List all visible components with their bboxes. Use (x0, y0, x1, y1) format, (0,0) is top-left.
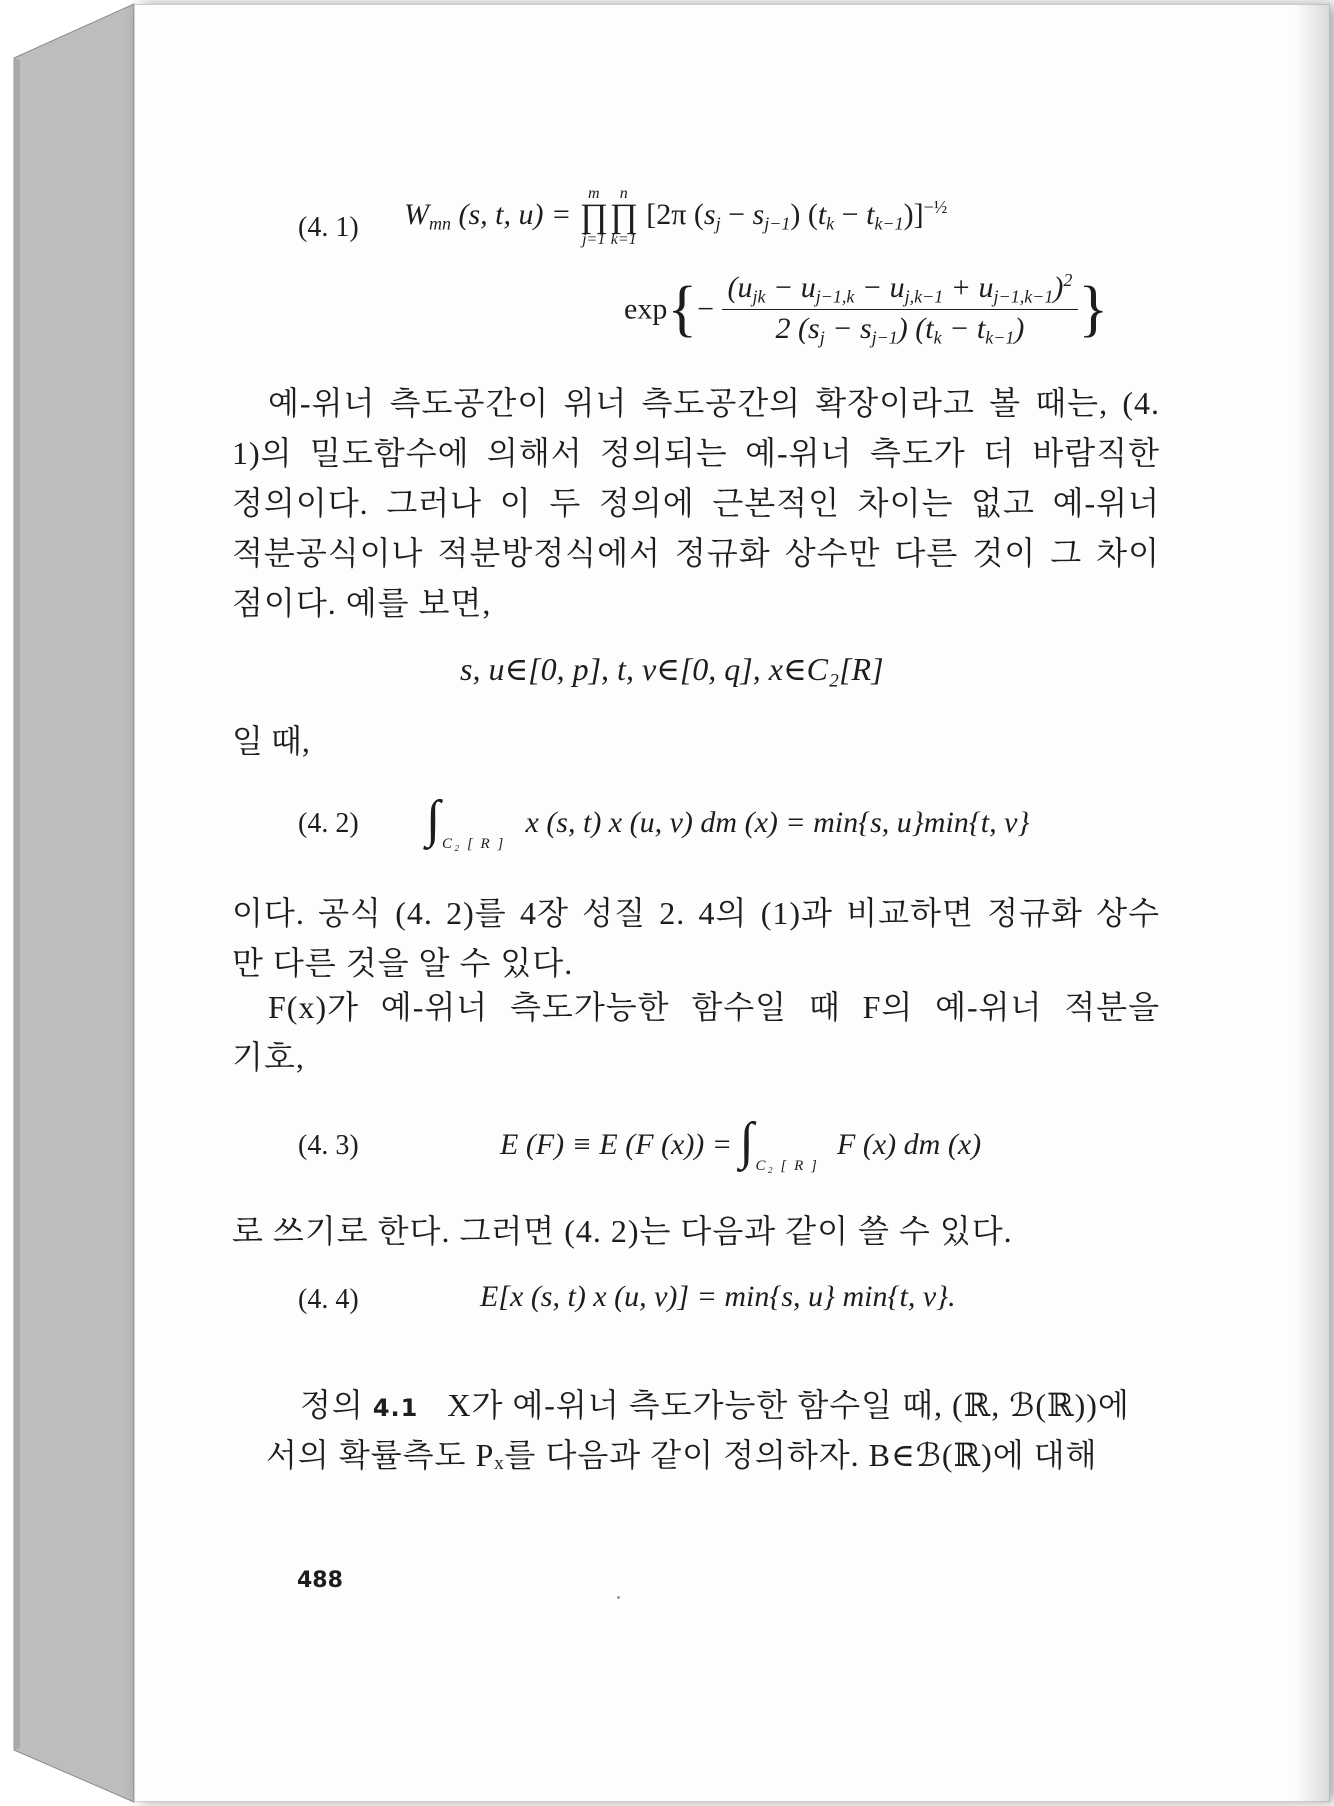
paragraph-1-line: 1)의 밀도함수에 의해서 정의되는 예-위너 측도가 더 바람직한 (232, 435, 1160, 471)
equation-label-4-1: (4. 1) (298, 212, 359, 243)
speck (617, 1596, 620, 1599)
definition-line-2: 서의 확률측도 Pₓ를 다음과 같이 정의하자. B∈ℬ(ℝ)에 대해 (266, 1437, 1098, 1473)
equation-label-4-4: (4. 4) (298, 1284, 359, 1315)
eq-4-1-lhs-args: (s, t, u) = (458, 197, 572, 231)
paragraph-2-line: 만 다른 것을 알 수 있다. (232, 945, 574, 981)
equation-4-1-line-1: Wmn (s, t, u) = m ∏ j=1 n ∏ k=1 [2π (sj − sj−1) (tk − tk−1)]$^{-\frac{1}{2}}$ (404, 185, 948, 248)
paragraph-1-line: 점이다. 예를 보면, (232, 585, 492, 621)
paragraph-1-line: 적분공식이나 적분방정식에서 정규화 상수만 다른 것이 그 차이 (232, 535, 1160, 571)
product-k-top: n (619, 185, 628, 202)
domain-line: s, u∈[0, p], t, v∈[0, q], x∈C₂[R] (460, 651, 884, 687)
eq-4-3-rhs: F (x) dm (x) (837, 1128, 982, 1161)
eq-4-1-lhs: W (404, 197, 429, 231)
equation-4-2: ∫ C₂ [ R ] x (s, t) x (u, v) dm (x) = min{s, u}min{t, v} (426, 791, 1030, 852)
integral-domain: C₂ [ R ] (442, 836, 506, 852)
exp-word: exp (624, 292, 668, 326)
paragraph-1-line: 예-위너 측도공간이 위너 측도공간의 확장이라고 볼 때는, (4. (268, 385, 1160, 421)
eq-4-2-body: x (s, t) x (u, v) dm (x) = min{s, u}min{t, v} (525, 806, 1030, 839)
page-number: 488 (297, 1568, 343, 1593)
paragraph-3 (232, 982, 1160, 1082)
paragraph-3-line: 기호, (232, 1039, 305, 1075)
equation-4-3: E (F) ≡ E (F (x)) = ∫ C₂ [ R ] F (x) dm (x) (500, 1113, 982, 1174)
product-k: n ∏ k=1 (609, 185, 638, 248)
definition-text: X가 예-위너 측도가능한 함수일 때, (ℝ, ℬ(ℝ))에 (447, 1387, 1130, 1423)
when-text: 일 때, (232, 723, 310, 759)
definition-number: 4.1 (372, 1394, 419, 1422)
eq-4-3-lhs: E (F) ≡ E (F (x)) = (500, 1128, 733, 1161)
equation-4-4: E[x (s, t) x (u, v)] = min{s, u} min{t, v}. (480, 1280, 956, 1313)
paragraph-2 (232, 888, 1160, 988)
equation-label-4-3: (4. 3) (298, 1130, 359, 1161)
product-j-top: m (587, 185, 600, 202)
equation-4-1-line-2: exp{− $\frac{(ujk - uj-1,k - uj,k-1 + uj-1,k-1)^2}{2 (sj - sj-1) (tk - tk-1)}$ } (624, 270, 1109, 348)
definition-line-1 (300, 1380, 1130, 1426)
paragraph-4: 로 쓰기로 한다. 그러면 (4. 2)는 다음과 같이 쓸 수 있다. (232, 1213, 1013, 1249)
paragraph-2-line: 이다. 공식 (4. 2)를 4장 성질 2. 4의 (1)과 비교하면 정규화 상수 (232, 895, 1160, 931)
page-edge-shadow (1294, 4, 1330, 1802)
integral-domain: C₂ [ R ] (755, 1158, 819, 1174)
exp-fraction: $\frac{(ujk - uj-1,k - uj,k-1 + uj-1,k-1)^2}{2 (sj - sj-1) (tk - tk-1)}$ (722, 270, 1079, 349)
eq-4-1-lhs-sub: mn (429, 213, 451, 234)
product-j-bottom: j=1 (582, 231, 606, 248)
product-k-bottom: k=1 (610, 231, 637, 248)
definition-heading: 정의 (300, 1387, 364, 1423)
paragraph-1 (232, 378, 1160, 628)
paragraph-1-line: 정의이다. 그러나 이 두 정의에 근본적인 차이는 없고 예-위너 (232, 485, 1160, 521)
product-j: m ∏ j=1 (579, 185, 608, 248)
equation-label-4-2: (4. 2) (298, 808, 359, 839)
book-spine (0, 0, 140, 1806)
paragraph-3-line: F(x)가 예-위너 측도가능한 함수일 때 F의 예-위너 적분을 (268, 989, 1160, 1025)
